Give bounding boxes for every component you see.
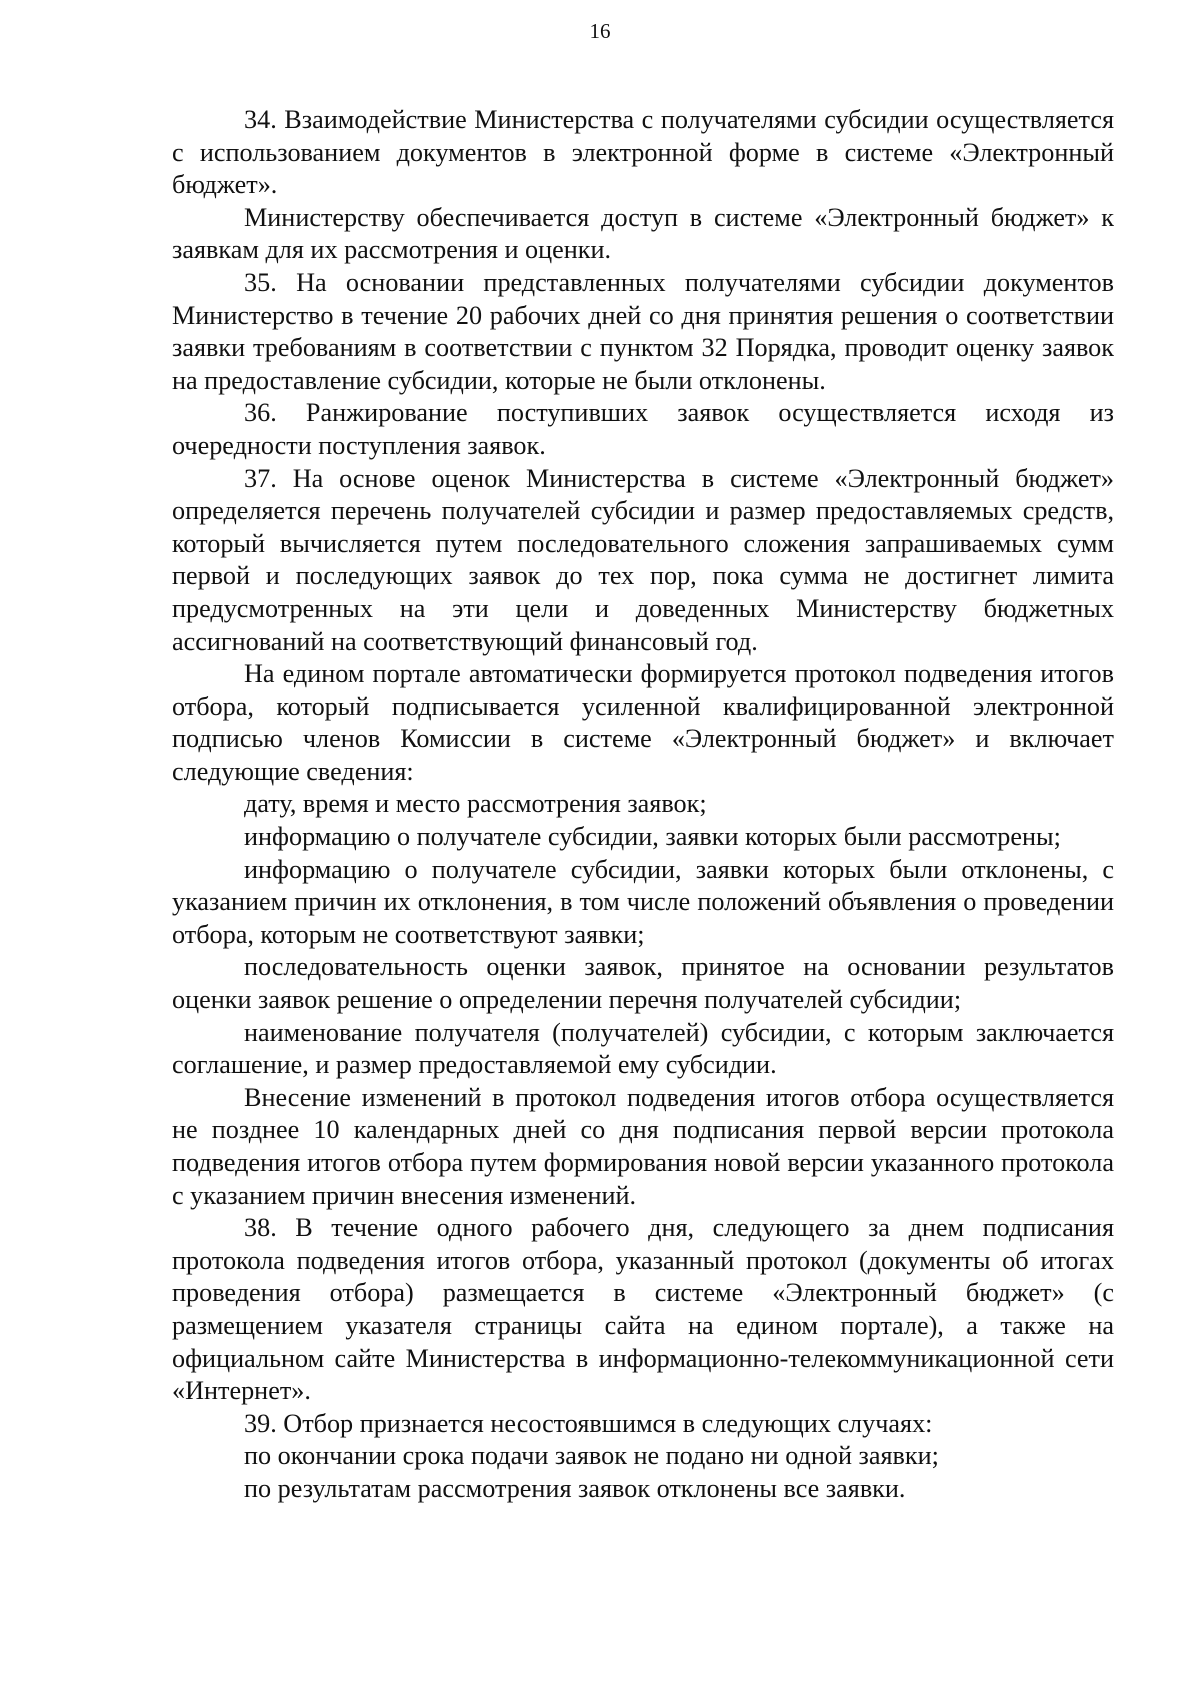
paragraph-39: 39. Отбор признается несостоявшимся в следующих случаях: [244,1408,933,1438]
list-item-considered: информацию о получателе субсидии, заявки которых были рассмотрены; [244,822,1061,852]
paragraph-protocol: На едином портале автоматически формируется протокол подведения итогов отбора, который подписывается усиленной квалифицированной электронной подписью членов Комиссии в системе «Электронный бюджет» и включает следующие сведения: [172,659,1114,786]
paragraph-changes: Внесение изменений в протокол подведения итогов отбора осуществляется не позднее 10 календарных дней со дня подписания первой версии протокола подведения итогов отбора путем формирования новой версии указанного протокола с указанием причин внесения изменений. [172,1082,1114,1210]
paragraph-36: 36. Ранжирование поступивших заявок осуществляется исходя из очередности поступления заявок. [172,398,1114,460]
list-item-recipient: наименование получателя (получателей) субсидии, с которым заключается соглашение, и размер предоставляемой ему субсидии. [172,1017,1114,1080]
list-item-all-rejected: по результатам рассмотрения заявок отклонены все заявки. [244,1473,906,1503]
list-item-no-applications: по окончании срока подачи заявок не подано ни одной заявки; [244,1441,939,1471]
paragraph-access: Министерству обеспечивается доступ в системе «Электронный бюджет» к заявкам для их рассмотрения и оценки. [172,202,1114,265]
paragraph-38: 38. В течение одного рабочего дня, следующего за днем подписания протокола подведения итогов отбора, указанный протокол (документы об итогах проведения отбора) размещается в системе «Электронный бюджет» (с размещением указателя страницы сайта на едином портале), а также на официальном сайте Министерства в информационно-телекоммуникационной сети «Интернет». [172,1213,1114,1406]
paragraph-34: 34. Взаимодействие Министерства с получателями субсидии осуществляется с использованием документов в электронной форме в системе «Электронный бюджет». [172,105,1114,200]
page-number: 16 [589,19,611,43]
document-body [172,104,1114,1506]
paragraph-35: 35. На основании представленных получателями субсидии документов Министерство в течение 20 рабочих дней со дня принятия решения о соответствии заявки требованиям в соответствии с пунктом 32 Порядка, проводит оценку заявок на предоставление субсидии, которые не были отклонены. [172,267,1114,395]
list-item-rejected: информацию о получателе субсидии, заявки которых были отклонены, с указанием причин их отклонения, в том числе положений объявления о проведении отбора, которым не соответствуют заявки; [172,854,1114,949]
paragraph-37: 37. На основе оценок Министерства в системе «Электронный бюджет» определяется перечень получателей субсидии и размер предоставляемых средств, который вычисляется путем последовательного сложения запрашиваемых сумм первой и последующих заявок до тех пор, пока сумма не достигнет лимита предусмотренных на эти цели и доведенных Министерству бюджетных ассигнований на соответствующий финансовый год. [172,463,1114,656]
list-item-date: дату, время и место рассмотрения заявок; [244,789,707,819]
list-item-sequence: последовательность оценки заявок, принятое на основании результатов оценки заявок решение о определении перечня получателей субсидии; [172,952,1114,1015]
